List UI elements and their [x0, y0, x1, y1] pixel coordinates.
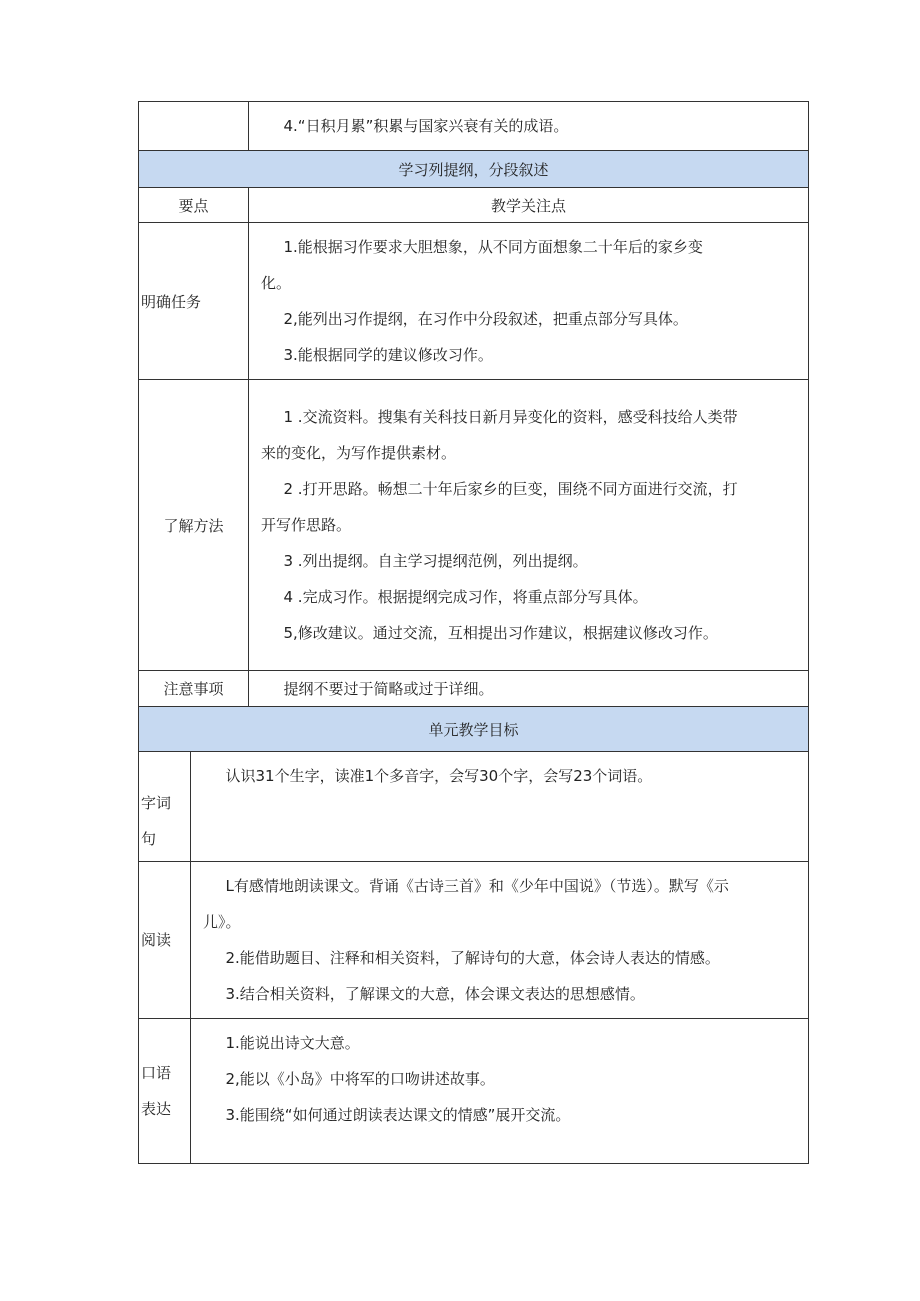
table-row — [139, 380, 809, 671]
unit-goals-table — [138, 706, 809, 1164]
label-line: 句 — [141, 830, 157, 848]
content-line: 4 .完成习作。根据提纲完成习作，将重点部分写具体。 — [283, 588, 648, 606]
label-line: 阅读 — [141, 931, 172, 949]
row-content-words — [191, 752, 809, 862]
content-line: 2,能以《小岛》中将军的口吻讲述故事。 — [225, 1070, 495, 1088]
content-line: 3.能根据同学的建议修改习作。 — [283, 346, 493, 364]
content-line: 化。 — [261, 274, 292, 292]
content-line: 5,修改建议。通过交流，互相提出习作建议，根据建议修改习作。 — [283, 624, 718, 642]
row-text: 4.“日积月累”积累与国家兴衰有关的成语。 — [283, 117, 569, 135]
row-label-words — [139, 752, 191, 862]
content-line: 2,能列出习作提纲，在习作中分段叙述，把重点部分写具体。 — [283, 310, 688, 328]
content-line: 来的变化，为写作提供素材。 — [261, 444, 457, 462]
empty-label-cell — [139, 102, 249, 151]
section-header-band: 学习列提纲，分段叙述 — [139, 151, 809, 188]
table-row — [139, 102, 809, 151]
content-line: 开写作思路。 — [261, 516, 352, 534]
content-line: 1 .交流资料。搜集有关科技日新月异变化的资料，感受科技给人类带 — [283, 408, 738, 426]
column-header-focus: 教学关注点 — [249, 188, 809, 223]
lesson-plan-sheet — [138, 101, 808, 1164]
content-line: 认识31个生字，读准1个多音字，会写30个字，会写23个词语。 — [225, 767, 653, 785]
content-line: 3.能围绕“如何通过朗读表达课文的情感”展开交流。 — [225, 1106, 571, 1124]
row-label-notes: 注意事项 — [139, 671, 249, 707]
row-label-reading — [139, 862, 191, 1019]
row-content-notes — [249, 671, 809, 707]
content-line: L有感情地朗读课文。背诵《古诗三首》和《少年中国说》（节选）。默写《示 — [225, 877, 729, 895]
row-label-methods: 了解方法 — [139, 380, 249, 671]
list-item — [249, 102, 809, 151]
content-line: 1.能根据习作要求大胆想象，从不同方面想象二十年后的家乡变 — [283, 238, 703, 256]
row-content-reading — [191, 862, 809, 1019]
label-line: 表达 — [141, 1100, 172, 1118]
row-label-tasks: 明确任务 — [139, 223, 249, 380]
content-line: 1.能说出诗文大意。 — [225, 1034, 360, 1052]
table-row — [139, 752, 809, 862]
content-line: 3.结合相关资料，了解课文的大意，体会课文表达的思想感情。 — [225, 985, 645, 1003]
table-row — [139, 1019, 809, 1164]
content-line: 2 .打开思路。畅想二十年后家乡的巨变，围绕不同方面进行交流，打 — [283, 480, 738, 498]
writing-plan-table — [138, 101, 809, 707]
content-line: 3 .列出提纲。自主学习提纲范例，列出提纲。 — [283, 552, 588, 570]
section-header-band: 单元教学目标 — [139, 707, 809, 752]
row-content-speaking — [191, 1019, 809, 1164]
content-line: 提纲不要过于简略或过于详细。 — [283, 680, 494, 698]
label-line: 口语 — [141, 1064, 172, 1082]
table-row — [139, 671, 809, 707]
content-line: 2.能借助题目、注释和相关资料，了解诗句的大意，体会诗人表达的情感。 — [225, 949, 720, 967]
row-content-methods — [249, 380, 809, 671]
row-label-speaking — [139, 1019, 191, 1164]
row-content-tasks — [249, 223, 809, 380]
table-row — [139, 862, 809, 1019]
label-line: 字词 — [141, 794, 172, 812]
column-header-key-points: 要点 — [139, 188, 249, 223]
content-line: 儿》。 — [203, 913, 241, 931]
table-row — [139, 223, 809, 380]
